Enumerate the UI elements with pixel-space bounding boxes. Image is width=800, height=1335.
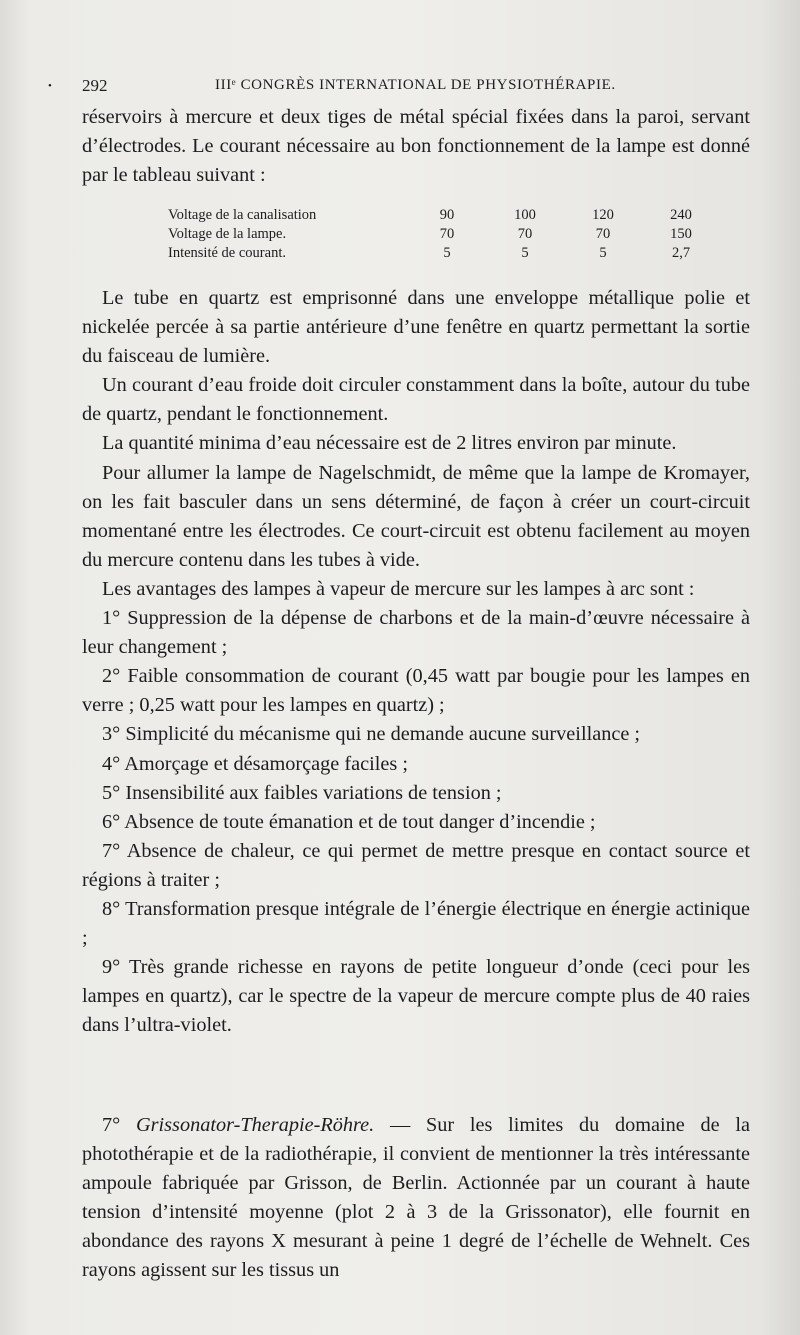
list-item: 5° Insensibilité aux faibles variations de tension ; [102, 781, 502, 804]
table-row-label: Intensité de courant. [168, 245, 286, 261]
table-cell: 2,7 [671, 245, 691, 261]
table-row-label: Voltage de la lampe. [168, 226, 287, 242]
intro-paragraph: réservoirs à mercure et deux tiges de métal spécial fixées dans la paroi, servant d’électrodes. Le courant nécessaire au bon fonctionnement de la lampe est donné par le tableau suivant : [82, 106, 750, 187]
final-section [82, 1111, 750, 1286]
table-cell: 5 [521, 245, 529, 261]
table-row [168, 206, 720, 225]
list-item: 2° Faible consommation de courant (0,45 watt par bougie pour les lampes en verre ; 0,25 watt pour les lampes en quartz) ; [82, 665, 750, 717]
intro-text [82, 103, 750, 190]
list-item: 9° Très grande richesse en rayons de petite longueur d’onde (ceci pour les lampes en quartz), car le spectre de la vapeur de mercure compte plus de 40 raies dans l’ultra-violet. [82, 956, 750, 1037]
final-paragraph [82, 1111, 750, 1286]
margin-bullet: • [48, 80, 52, 92]
list-item: 8° Transformation presque intégrale de l’énergie électrique en énergie actinique ; [82, 897, 750, 950]
table-row [168, 244, 720, 263]
page-header [0, 76, 800, 102]
table-cell: 5 [599, 245, 607, 261]
section-text: — Sur les limites du domaine de la photothérapie et de la radiothérapie, il convient de mentionner la très intéressante ampoule fabriquée par Grisson, de Berlin. Actionnée par un courant à haute tension d’intensité moyenne (plot 2 à 3 de la Grissonator), elle fournit en abondance des rayons X mesurant à peine 1 degré de l’échelle de Wehnelt. Ces rayons agissent sur les tissus un [82, 1114, 750, 1282]
table-cell: 90 [439, 207, 455, 223]
current-table [168, 206, 720, 263]
table-cell: 70 [517, 226, 533, 242]
table-cell: 5 [443, 245, 451, 261]
table-cell: 120 [592, 207, 614, 223]
table-cell: 150 [670, 226, 692, 242]
table-row-label: Voltage de la canalisation [168, 207, 317, 223]
list-item: 1° Suppression de la dépense de charbons et de la main-d’œuvre nécessaire à leur changement ; [82, 607, 750, 659]
running-title: IIIᵉ CONGRÈS INTERNATIONAL DE PHYSIOTHÉRAPIE. [215, 77, 616, 93]
table-cell: 100 [514, 207, 536, 223]
section-number: 7° [102, 1114, 121, 1136]
list-item: 4° Amorçage et désamorçage faciles ; [102, 752, 408, 775]
table-cell: 70 [439, 226, 455, 242]
page-number: 292 [82, 76, 108, 95]
list-item: 3° Simplicité du mécanisme qui ne demande aucune surveillance ; [102, 723, 641, 746]
list-item: 6° Absence de toute émanation et de tout danger d’incendie ; [102, 810, 596, 833]
list-item: 7° Absence de chaleur, ce qui permet de mettre presque en contact source et régions à traiter ; [82, 839, 750, 891]
table-cell: 240 [670, 207, 692, 223]
paragraph: Le tube en quartz est emprisonné dans une enveloppe métallique polie et nickelée percée à sa partie antérieure d’une fenêtre en quartz permettant la sortie du faisceau de lumière. [82, 287, 750, 368]
body-text [82, 284, 750, 1040]
paragraph: La quantité minima d’eau nécessaire est de 2 litres environ par minute. [102, 432, 677, 455]
table-cell: 70 [595, 226, 611, 242]
section-title: Grissonator-Therapie-Röhre. [135, 1114, 375, 1136]
table-row [168, 225, 720, 244]
paragraph: Les avantages des lampes à vapeur de mercure sur les lampes à arc sont : [102, 577, 695, 600]
paragraph: Pour allumer la lampe de Nagelschmidt, de même que la lampe de Kromayer, on les fait basculer dans un sens déterminé, de façon à créer un court-circuit momentané entre les électrodes. Ce court-circuit est obtenu facilement au moyen du mercure contenu dans les tubes à vide. [82, 461, 750, 571]
paragraph: Un courant d’eau froide doit circuler constamment dans la boîte, autour du tube de quartz, pendant le fonctionnement. [82, 374, 750, 426]
